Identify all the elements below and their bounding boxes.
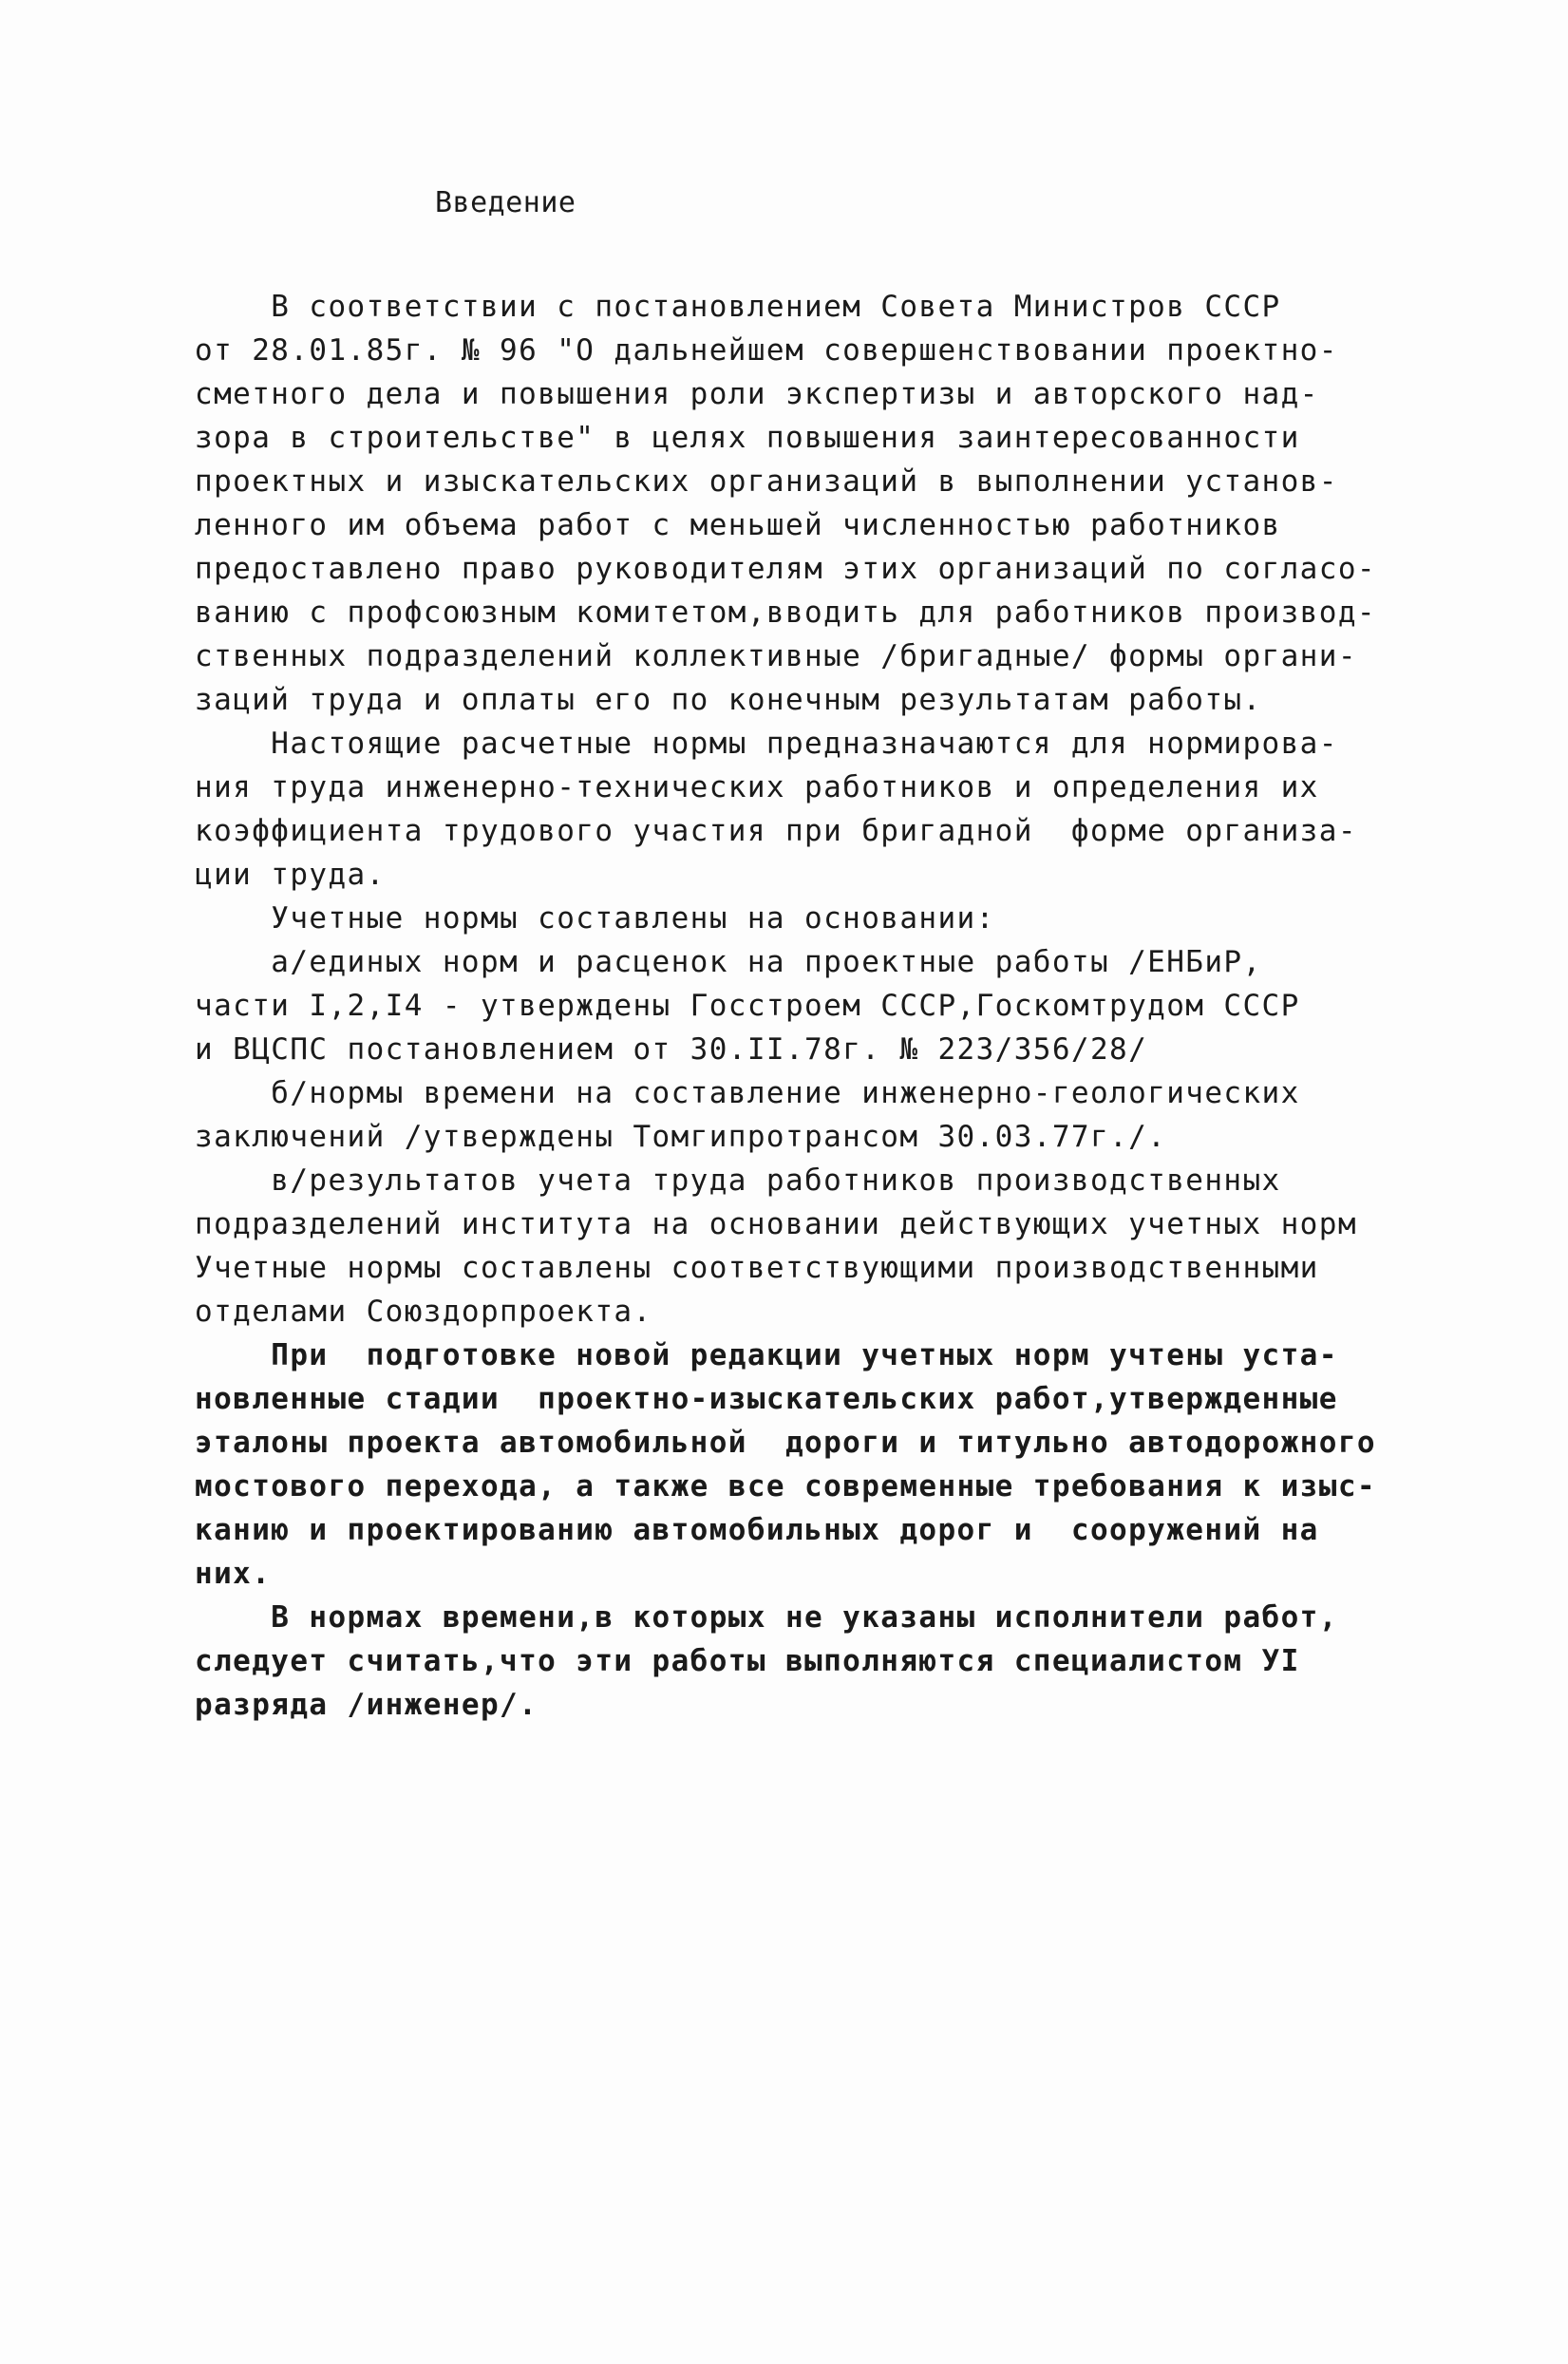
text-line: мостового перехода, а также все современные требования к изыс-: [195, 1469, 1376, 1504]
text-line: б/нормы времени на составление инженерно-геологических: [195, 1076, 1300, 1110]
text-line: коэффициента трудового участия при бригадной форме организа-: [195, 814, 1357, 848]
text-line: ленного им объема работ с меньшей численностью работников: [195, 508, 1281, 542]
document-body: [195, 285, 1376, 1727]
text-line: ции труда.: [195, 858, 386, 892]
text-line: предоставлено право руководителям этих организаций по согласо-: [195, 552, 1376, 586]
text-line: В нормах времени,в которых не указаны исполнители работ,: [195, 1600, 1338, 1635]
text-line: сметного дела и повышения роли экспертизы и авторского над-: [195, 377, 1319, 411]
text-line: ственных подразделений коллективные /бригадные/ формы органи-: [195, 639, 1357, 673]
text-line: новленные стадии проектно-изыскательских работ,утвержденные: [195, 1382, 1338, 1416]
text-line: Настоящие расчетные нормы предназначаются для нормирова-: [195, 727, 1338, 761]
text-line: заключений /утверждены Томгипротрансом 30.03.77г./.: [195, 1120, 1167, 1154]
text-line: проектных и изыскательских организаций в выполнении установ-: [195, 464, 1338, 499]
text-line: части I,2,I4 - утверждены Госстроем СССР,Госкомтрудом СССР: [195, 989, 1300, 1023]
text-line: следует считать,что эти работы выполняются специалистом УI: [195, 1644, 1300, 1678]
text-line: и ВЦСПС постановлением от 30.II.78г. № 223/356/28/: [195, 1032, 1148, 1067]
text-line: канию и проектированию автомобильных дорог и сооружений на: [195, 1513, 1319, 1547]
text-line: них.: [195, 1557, 272, 1591]
text-line: Учетные нормы составлены на основании:: [195, 901, 995, 936]
text-line: При подготовке новой редакции учетных норм учтены уста-: [195, 1338, 1338, 1372]
text-line: ванию с профсоюзным комитетом,вводить для работников производ-: [195, 596, 1376, 630]
text-line: в/результатов учета труда работников производственных: [195, 1163, 1281, 1198]
text-line: зора в строительстве" в целях повышения заинтересованности: [195, 421, 1300, 455]
document-title: Введение: [435, 186, 576, 219]
text-line: отделами Союздорпроекта.: [195, 1295, 652, 1329]
text-line: подразделений института на основании действующих учетных норм: [195, 1207, 1357, 1241]
text-line: заций труда и оплаты его по конечным результатам работы.: [195, 683, 1262, 717]
text-line: от 28.01.85г. № 96 "О дальнейшем совершенствовании проектно-: [195, 333, 1338, 368]
text-line: а/единых норм и расценок на проектные работы /ЕНБиР,: [195, 945, 1262, 979]
text-line: ния труда инженерно-технических работников и определения их: [195, 770, 1319, 804]
text-line: Учетные нормы составлены соответствующими производственными: [195, 1251, 1319, 1285]
text-line: разряда /инженер/.: [195, 1688, 538, 1722]
text-line: В соответствии с постановлением Совета Министров СССР: [195, 290, 1281, 324]
text-line: эталоны проекта автомобильной дороги и титульно автодорожного: [195, 1426, 1376, 1460]
